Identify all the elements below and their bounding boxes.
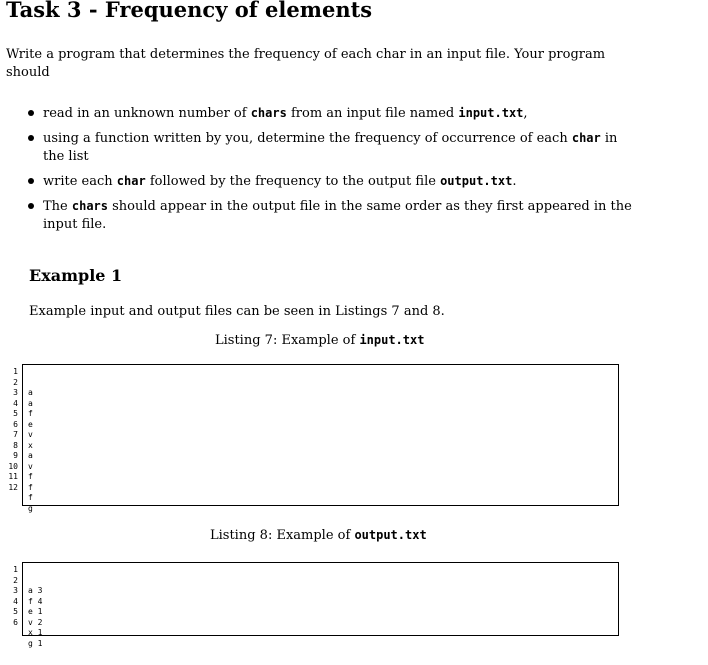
requirements-list xyxy=(27,104,633,240)
listing7-line-numbers: 1 2 3 4 5 6 7 8 9 10 11 12 xyxy=(8,367,18,492)
listing8-caption: Listing 8: Example of output.txt xyxy=(210,528,427,543)
list-item: write each char followed by the frequency to the output file output.txt. xyxy=(27,172,633,191)
page-title: Task 3 - Frequency of elements xyxy=(6,0,373,22)
listing7-caption: Listing 7: Example of input.txt xyxy=(215,333,425,348)
listing7-code: a a f e v x a v f f f g xyxy=(28,388,33,513)
list-item: The chars should appear in the output file in the same order as they first appeared in the input file. xyxy=(27,197,633,234)
listing7-code-box xyxy=(22,364,619,506)
intro-paragraph: Write a program that determines the frequency of each char in an input file. Your program should xyxy=(6,47,606,80)
example-description: Example input and output files can be seen in Listings 7 and 8. xyxy=(29,304,445,319)
listing8-line-numbers: 1 2 3 4 5 6 xyxy=(13,565,18,627)
list-item: read in an unknown number of chars from an input file named input.txt, xyxy=(27,104,633,123)
example-heading: Example 1 xyxy=(29,266,123,285)
listing8-code-box xyxy=(22,562,619,636)
list-item: using a function written by you, determine the frequency of occurrence of each char in the list xyxy=(27,129,633,166)
listing8-code: a 3 f 4 e 1 v 2 x 1 g 1 xyxy=(28,586,43,648)
